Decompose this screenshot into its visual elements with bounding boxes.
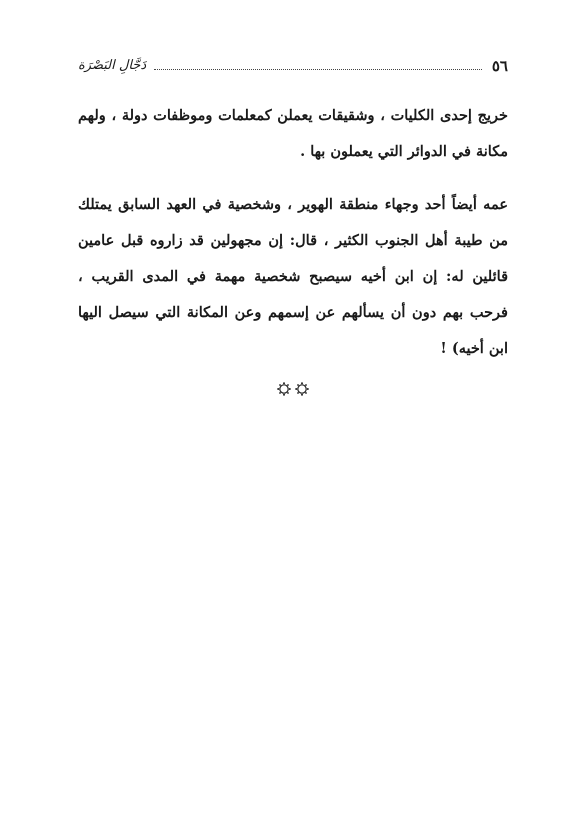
paragraph-1: خريج إحدى الكليات ، وشقيقات يعملن كمعلمات وموظفات دولة ، ولهم مكانة في الدوائر التي يعملون بها . [78, 107, 508, 160]
double-rosette-icon [0, 380, 586, 402]
paragraph-2: عمه أيضاً أحد وجهاء منطقة الهوير ، وشخصية في العهد السابق يمتلك من طيبة أهل الجنوب الكثير ، قال: إن مجهولين قد زاروه قبل عامين قائلين له: إن ابن أخيه سيصبح شخصية مهمة في المدى القريب ، فرحب بهم دون أن يسألهم عن إسمهم وعن المكانة التي سيصل اليها ابن أخيه) ! [78, 196, 508, 357]
running-title: دَجَّالِ البَصْرَة [78, 58, 147, 73]
header-dotted-rule [154, 69, 482, 70]
body-text [78, 98, 508, 367]
page-number: ٥٦ [491, 57, 508, 75]
page-header [78, 56, 508, 78]
